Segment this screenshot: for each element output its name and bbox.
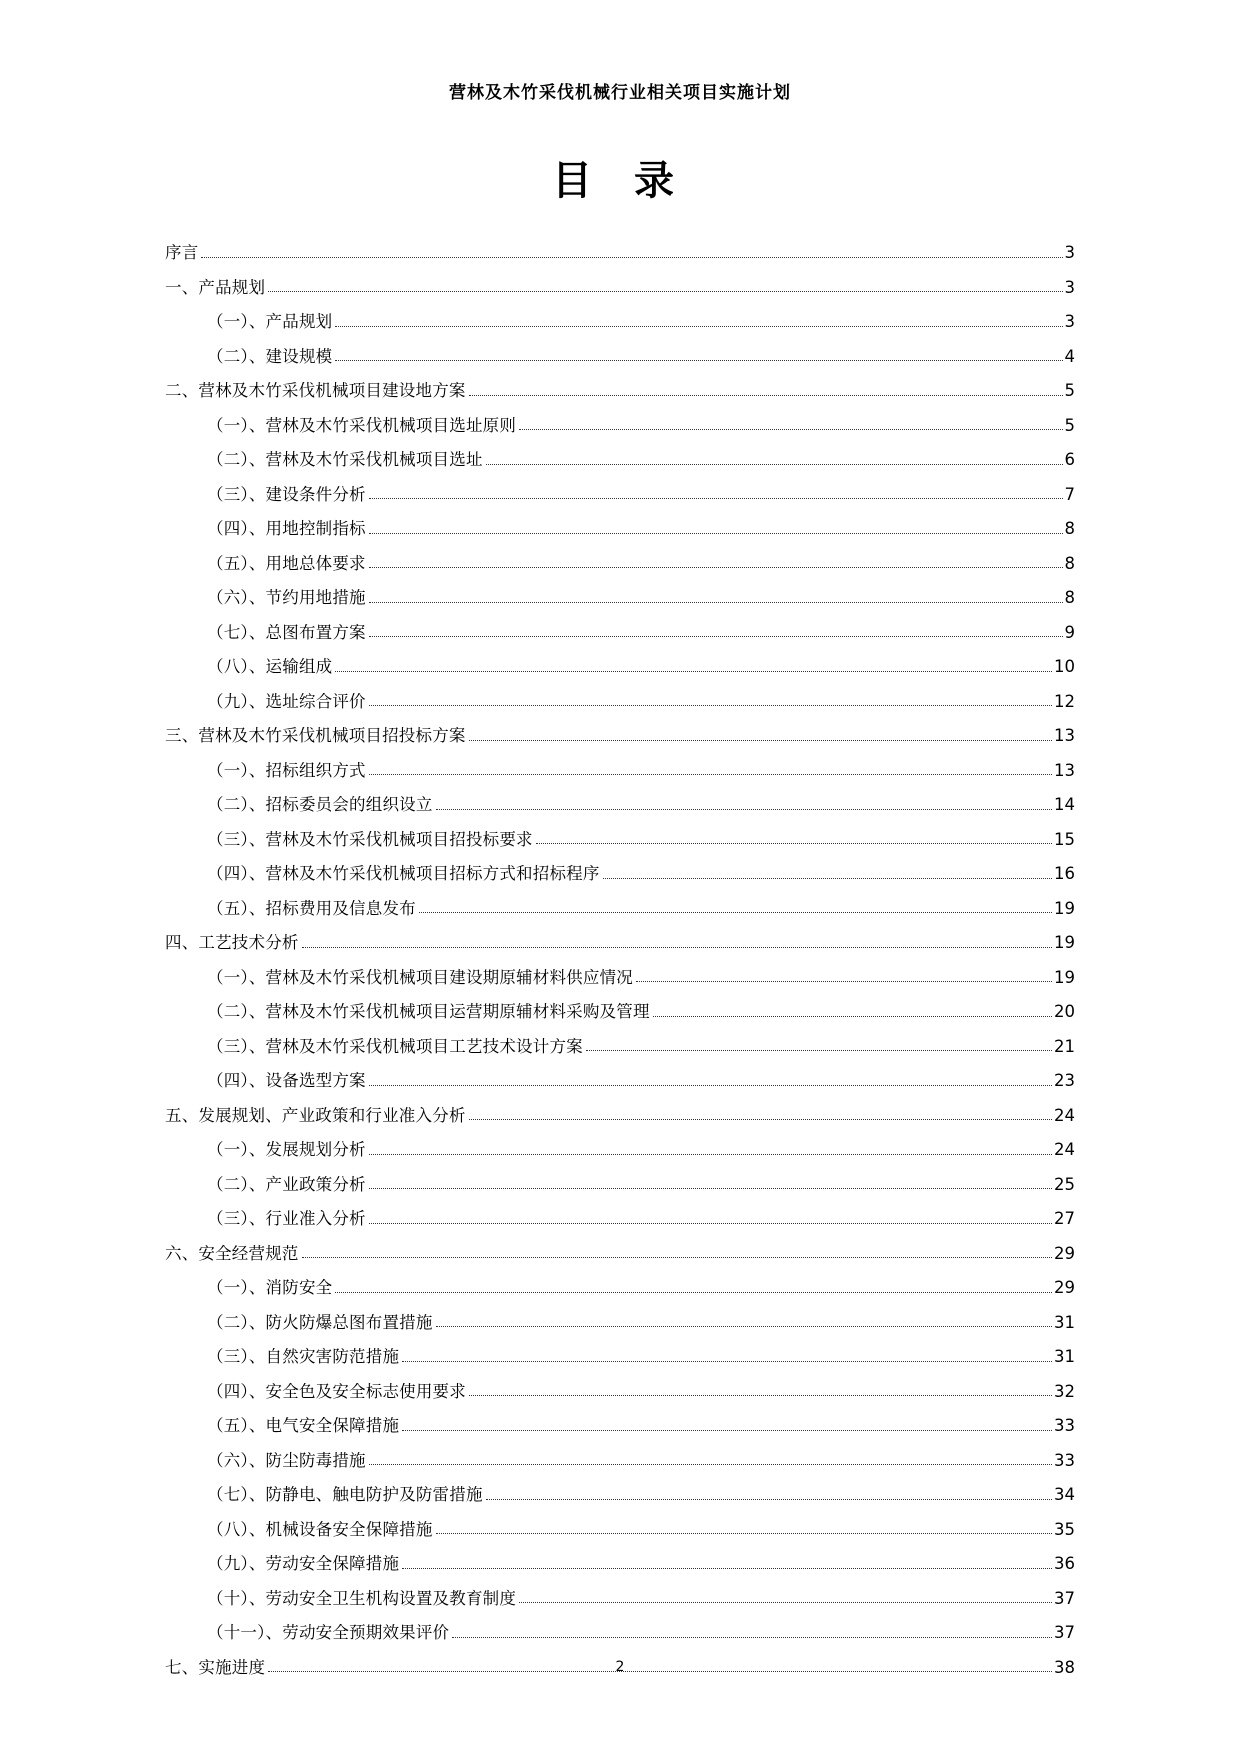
toc-entry[interactable] — [165, 305, 1075, 340]
toc-entry-page: 37 — [1054, 1588, 1075, 1608]
toc-entry-label: （九）、选址综合评价 — [207, 691, 366, 711]
toc-entry[interactable] — [165, 961, 1075, 996]
toc-entry-page: 4 — [1064, 346, 1075, 366]
toc-entry-page: 7 — [1064, 484, 1075, 504]
toc-entry-page: 3 — [1064, 243, 1075, 262]
toc-leader-dots — [452, 1635, 1052, 1638]
toc-leader-dots — [536, 841, 1052, 844]
toc-leader-dots — [335, 1290, 1052, 1293]
toc-entry-label: （七）、总图布置方案 — [207, 622, 366, 642]
toc-entry[interactable] — [165, 1306, 1075, 1341]
toc-entry-label: （三）、行业准入分析 — [207, 1209, 366, 1228]
toc-leader-dots — [302, 945, 1052, 948]
toc-entry-label: （七）、防静电、触电防护及防雷措施 — [207, 1485, 483, 1504]
toc-entry-page: 13 — [1054, 760, 1075, 780]
toc-leader-dots — [369, 1186, 1052, 1189]
toc-leader-dots — [653, 1014, 1052, 1017]
toc-leader-dots — [335, 358, 1062, 361]
toc-leader-dots — [469, 738, 1052, 741]
toc-leader-dots — [419, 910, 1052, 913]
toc-entry-label: （三）、营林及木竹采伐机械项目工艺技术设计方案 — [207, 1036, 583, 1056]
toc-entry-label: （二）、营林及木竹采伐机械项目运营期原辅材料采购及管理 — [207, 1002, 650, 1021]
toc-entry-label: 二、营林及木竹采伐机械项目建设地方案 — [165, 381, 466, 400]
toc-leader-dots — [469, 393, 1063, 396]
toc-entry-label: 七、实施进度 — [165, 1657, 266, 1677]
toc-entry-label: （八）、机械设备安全保障措施 — [207, 1519, 433, 1539]
toc-entry[interactable] — [165, 892, 1075, 927]
toc-entry[interactable] — [165, 1064, 1075, 1099]
toc-entry-label: （四）、营林及木竹采伐机械项目招标方式和招标程序 — [207, 864, 600, 883]
footer-page-number: 2 — [615, 1659, 625, 1675]
toc-entry-label: （二）、招标委员会的组织设立 — [207, 795, 433, 814]
toc-leader-dots — [369, 1221, 1052, 1224]
toc-entry[interactable] — [165, 581, 1075, 616]
toc-entry[interactable] — [165, 478, 1075, 513]
toc-entry-label: （三）、自然灾害防范措施 — [207, 1347, 400, 1366]
toc-entry-label: （四）、设备选型方案 — [207, 1071, 366, 1090]
toc-entry-page: 8 — [1064, 519, 1075, 538]
toc-entry-label: （二）、防火防爆总图布置措施 — [207, 1312, 433, 1332]
toc-entry[interactable] — [165, 685, 1075, 720]
toc-entry-page: 13 — [1054, 726, 1075, 745]
table-of-contents — [165, 236, 1075, 1685]
toc-entry[interactable] — [165, 1547, 1075, 1582]
toc-entry-page: 20 — [1054, 1002, 1075, 1021]
toc-entry[interactable] — [165, 374, 1075, 409]
toc-entry-label: （六）、防尘防毒措施 — [207, 1450, 366, 1470]
toc-entry-page: 29 — [1054, 1278, 1075, 1297]
toc-entry[interactable] — [165, 512, 1075, 547]
toc-leader-dots — [369, 496, 1063, 499]
toc-leader-dots — [586, 1048, 1052, 1051]
toc-leader-dots — [402, 1359, 1052, 1362]
toc-leader-dots — [369, 565, 1063, 568]
toc-entry-label: （八）、运输组成 — [207, 657, 333, 676]
toc-entry-page: 3 — [1064, 277, 1075, 297]
toc-entry-label: （五）、招标费用及信息发布 — [207, 898, 416, 918]
toc-leader-dots — [436, 807, 1052, 810]
toc-entry[interactable] — [165, 340, 1075, 375]
toc-entry-page: 24 — [1054, 1105, 1075, 1125]
toc-entry-label: 三、营林及木竹采伐机械项目招投标方案 — [165, 726, 466, 745]
toc-entry-label: （四）、用地控制指标 — [207, 519, 366, 538]
toc-entry[interactable] — [165, 1237, 1075, 1272]
toc-entry[interactable] — [165, 823, 1075, 858]
toc-entry[interactable] — [165, 995, 1075, 1030]
toc-leader-dots — [469, 1117, 1052, 1120]
toc-entry-page: 36 — [1054, 1554, 1075, 1573]
toc-entry[interactable] — [165, 1444, 1075, 1479]
toc-entry[interactable] — [165, 271, 1075, 306]
toc-entry-page: 35 — [1054, 1519, 1075, 1539]
toc-entry-page: 33 — [1054, 1450, 1075, 1470]
toc-entry[interactable] — [165, 1340, 1075, 1375]
toc-entry[interactable] — [165, 443, 1075, 478]
toc-leader-dots — [335, 324, 1062, 327]
toc-entry-label: （一）、产品规划 — [207, 312, 333, 331]
toc-entry-page: 8 — [1064, 553, 1075, 573]
toc-entry-page: 34 — [1054, 1485, 1075, 1504]
toc-entry-label: （三）、建设条件分析 — [207, 484, 366, 504]
toc-leader-dots — [268, 289, 1062, 292]
toc-entry[interactable] — [165, 1375, 1075, 1410]
toc-entry-page: 12 — [1054, 691, 1075, 711]
toc-leader-dots — [201, 255, 1062, 258]
toc-entry[interactable] — [165, 788, 1075, 823]
toc-entry-page: 21 — [1054, 1036, 1075, 1056]
toc-entry[interactable] — [165, 1409, 1075, 1444]
toc-entry[interactable] — [165, 409, 1075, 444]
toc-entry-page: 16 — [1054, 864, 1075, 883]
toc-leader-dots — [302, 1255, 1052, 1258]
toc-leader-dots — [636, 979, 1052, 982]
toc-entry-label: 一、产品规划 — [165, 277, 266, 297]
toc-leader-dots — [402, 1428, 1052, 1431]
toc-entry-label: （二）、建设规模 — [207, 346, 333, 366]
toc-leader-dots — [369, 1152, 1052, 1155]
toc-entry-page: 19 — [1054, 933, 1075, 952]
toc-leader-dots — [369, 531, 1063, 534]
toc-entry[interactable] — [165, 1582, 1075, 1617]
toc-leader-dots — [436, 1324, 1052, 1327]
toc-entry[interactable] — [165, 754, 1075, 789]
toc-entry-page: 25 — [1054, 1174, 1075, 1194]
toc-entry[interactable] — [165, 1616, 1075, 1651]
toc-entry-label: （五）、电气安全保障措施 — [207, 1416, 400, 1435]
running-header: 营林及木竹采伐机械行业相关项目实施计划 — [449, 83, 791, 103]
toc-entry-page: 9 — [1064, 622, 1075, 642]
toc-entry-page: 37 — [1054, 1623, 1075, 1642]
toc-entry[interactable] — [165, 1271, 1075, 1306]
toc-entry-label: （一）、营林及木竹采伐机械项目建设期原辅材料供应情况 — [207, 967, 633, 987]
toc-entry-page: 5 — [1064, 381, 1075, 400]
toc-entry-page: 19 — [1054, 898, 1075, 918]
toc-entry[interactable] — [165, 650, 1075, 685]
toc-entry-page: 31 — [1054, 1312, 1075, 1332]
toc-entry-page: 32 — [1054, 1381, 1075, 1401]
toc-entry-label: 五、发展规划、产业政策和行业准入分析 — [165, 1105, 466, 1125]
toc-entry-page: 3 — [1064, 312, 1075, 331]
toc-leader-dots — [369, 1462, 1052, 1465]
toc-leader-dots — [369, 703, 1052, 706]
toc-entry-page: 15 — [1054, 829, 1075, 849]
toc-entry-page: 10 — [1054, 657, 1075, 676]
toc-entry-label: 六、安全经营规范 — [165, 1243, 299, 1263]
toc-entry-label: （十）、劳动安全卫生机构设置及教育制度 — [207, 1588, 517, 1608]
toc-entry[interactable] — [165, 719, 1075, 754]
toc-entry-page: 14 — [1054, 795, 1075, 814]
toc-entry[interactable] — [165, 1202, 1075, 1237]
toc-entry-label: （二）、产业政策分析 — [207, 1174, 366, 1194]
toc-leader-dots — [603, 876, 1052, 879]
toc-leader-dots — [335, 669, 1052, 672]
toc-entry-label: （六）、节约用地措施 — [207, 588, 366, 607]
toc-entry-label: 四、工艺技术分析 — [165, 933, 299, 952]
toc-entry-page: 33 — [1054, 1416, 1075, 1435]
toc-leader-dots — [369, 600, 1063, 603]
toc-entry[interactable] — [165, 1513, 1075, 1548]
toc-entry-page: 19 — [1054, 967, 1075, 987]
toc-entry[interactable] — [165, 616, 1075, 651]
toc-leader-dots — [486, 462, 1063, 465]
toc-leader-dots — [369, 634, 1063, 637]
toc-entry-page: 31 — [1054, 1347, 1075, 1366]
toc-entry-label: （五）、用地总体要求 — [207, 553, 366, 573]
toc-entry[interactable] — [165, 1133, 1075, 1168]
toc-leader-dots — [402, 1566, 1052, 1569]
toc-entry-label: （一）、消防安全 — [207, 1278, 333, 1297]
toc-entry-label: 序言 — [165, 243, 199, 262]
toc-entry-label: （一）、招标组织方式 — [207, 760, 366, 780]
toc-leader-dots — [369, 1083, 1052, 1086]
toc-entry[interactable] — [165, 1030, 1075, 1065]
toc-entry-page: 6 — [1064, 450, 1075, 469]
toc-leader-dots — [519, 427, 1062, 430]
toc-entry[interactable] — [165, 1168, 1075, 1203]
toc-leader-dots — [486, 1497, 1052, 1500]
toc-leader-dots — [369, 772, 1052, 775]
toc-entry-page: 27 — [1054, 1209, 1075, 1228]
toc-entry-page: 29 — [1054, 1243, 1075, 1263]
toc-entry[interactable] — [165, 926, 1075, 961]
toc-leader-dots — [469, 1393, 1052, 1396]
toc-entry-label: （二）、营林及木竹采伐机械项目选址 — [207, 450, 483, 469]
toc-entry-page: 23 — [1054, 1071, 1075, 1090]
page-title: 目 录 — [552, 158, 688, 204]
toc-entry-page: 8 — [1064, 588, 1075, 607]
toc-entry[interactable] — [165, 1099, 1075, 1134]
toc-entry-page: 24 — [1054, 1140, 1075, 1159]
toc-leader-dots — [436, 1531, 1052, 1534]
toc-entry[interactable] — [165, 236, 1075, 271]
toc-entry[interactable] — [165, 1478, 1075, 1513]
toc-leader-dots — [519, 1600, 1052, 1603]
toc-entry-label: （九）、劳动安全保障措施 — [207, 1554, 400, 1573]
toc-entry[interactable] — [165, 547, 1075, 582]
toc-entry-page: 38 — [1054, 1657, 1075, 1677]
toc-entry[interactable] — [165, 857, 1075, 892]
toc-entry-label: （一）、发展规划分析 — [207, 1140, 366, 1159]
toc-entry-label: （一）、营林及木竹采伐机械项目选址原则 — [207, 415, 517, 435]
toc-entry-label: （十一）、劳动安全预期效果评价 — [207, 1623, 450, 1642]
toc-entry-page: 5 — [1064, 415, 1075, 435]
toc-entry-label: （四）、安全色及安全标志使用要求 — [207, 1381, 466, 1401]
toc-entry-label: （三）、营林及木竹采伐机械项目招投标要求 — [207, 829, 533, 849]
